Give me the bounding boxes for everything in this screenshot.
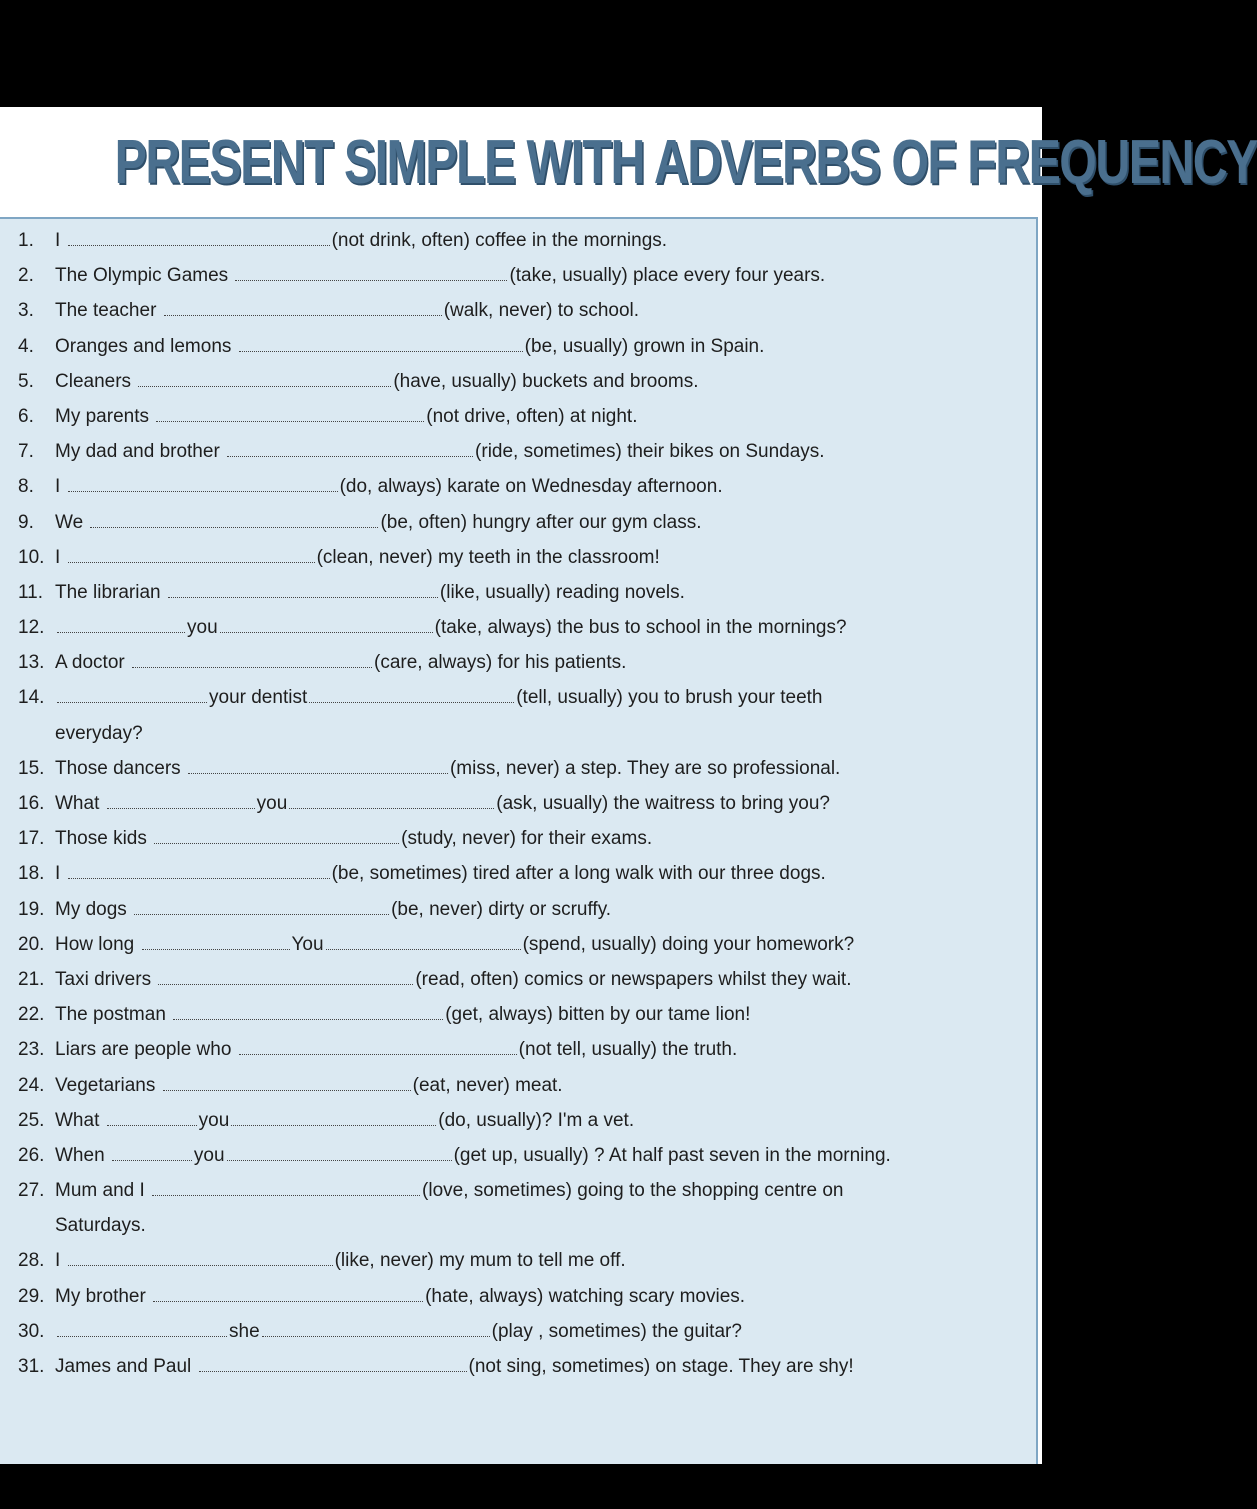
exercise-list — [18, 223, 1028, 1384]
answer-blank[interactable] — [138, 385, 391, 387]
answer-blank[interactable] — [188, 772, 448, 774]
exercise-item — [18, 997, 1028, 1032]
answer-blank[interactable] — [68, 490, 338, 492]
item-hint: (be, usually) grown in Spain. — [524, 335, 765, 357]
exercise-item — [18, 1349, 1028, 1384]
item-subject: My parents — [55, 405, 149, 427]
answer-blank[interactable] — [107, 807, 255, 809]
answer-blank[interactable] — [68, 561, 315, 563]
answer-blank[interactable] — [231, 1124, 436, 1126]
answer-blank[interactable] — [289, 807, 494, 809]
item-subject: Those dancers — [55, 757, 181, 779]
item-subject: The teacher — [55, 300, 157, 322]
exercise-item — [18, 680, 1028, 715]
item-subject: Cleaners — [55, 370, 132, 392]
item-hint: (be, often) hungry after our gym class. — [380, 511, 702, 533]
item-hint: (not drive, often) at night. — [426, 405, 638, 427]
item-subject: The librarian — [55, 581, 161, 603]
item-subject: My dogs — [55, 898, 127, 920]
item-hint: (ride, sometimes) their bikes on Sundays. — [475, 441, 825, 463]
item-subject: When — [55, 1144, 105, 1166]
item-subject: I — [55, 476, 61, 498]
answer-blank[interactable] — [309, 701, 514, 703]
bottom-black-bar — [0, 1464, 1042, 1509]
answer-blank[interactable] — [227, 455, 473, 457]
answer-blank[interactable] — [57, 701, 207, 703]
item-subject: What — [55, 1109, 100, 1131]
exercise-item — [18, 469, 1028, 504]
item-hint: (take, usually) place every four years. — [509, 265, 826, 287]
item-number: 31. — [18, 1356, 45, 1377]
answer-blank[interactable] — [173, 1018, 443, 1020]
item-number: 14. — [18, 687, 45, 709]
exercise-item — [18, 927, 1028, 962]
item-hint: (do, usually)? I'm a vet. — [438, 1109, 635, 1131]
item-number: 22. — [18, 1004, 45, 1026]
exercise-item — [18, 610, 1028, 645]
item-subject: I — [55, 546, 61, 568]
answer-blank[interactable] — [326, 948, 521, 950]
item-hint: (not drink, often) coffee in the mornings. — [331, 230, 668, 251]
exercise-item — [18, 540, 1028, 575]
answer-blank[interactable] — [154, 842, 399, 844]
item-number: 11. — [18, 581, 44, 603]
item-hint: (miss, never) a step. They are so professional. — [449, 757, 841, 779]
answer-blank[interactable] — [158, 983, 413, 985]
item-hint: (get, always) bitten by our tame lion! — [445, 1004, 751, 1026]
worksheet-page — [0, 107, 1257, 1464]
exercise-item — [18, 223, 1028, 258]
worksheet-title: PRESENT SIMPLE WITH ADVERBS OF FREQUENCY — [114, 128, 1257, 197]
exercise-item — [18, 1138, 1028, 1173]
answer-blank[interactable] — [235, 279, 507, 281]
item-hint: (hate, always) watching scary movies. — [425, 1285, 746, 1307]
item-hint: (have, usually) buckets and brooms. — [393, 370, 699, 392]
item-number: 21. — [18, 968, 45, 990]
exercise-item — [18, 399, 1028, 434]
exercise-item — [18, 434, 1028, 469]
exercise-item — [18, 786, 1028, 821]
item-number: 17. — [18, 828, 45, 850]
item-subject: I — [55, 230, 61, 251]
item-hint: (tell, usually) you to brush your teeth — [516, 687, 823, 709]
exercise-item — [18, 575, 1028, 610]
item-number: 28. — [18, 1250, 45, 1272]
answer-blank[interactable] — [152, 1194, 420, 1196]
item-hint: (study, never) for their exams. — [401, 828, 653, 850]
item-number: 5. — [18, 370, 34, 392]
item-hint: (get up, usually) ? At half past seven in the morning. — [453, 1144, 891, 1166]
item-subject: Those kids — [55, 828, 147, 850]
answer-blank[interactable] — [57, 631, 185, 633]
answer-blank[interactable] — [68, 877, 330, 879]
item-hint: (be, sometimes) tired after a long walk with our three dogs. — [331, 863, 826, 885]
exercise-item — [18, 1173, 1028, 1208]
answer-blank[interactable] — [132, 666, 372, 668]
item-subject: What — [55, 793, 100, 814]
item-number: 30. — [18, 1320, 45, 1342]
item-hint: (eat, never) meat. — [412, 1074, 563, 1096]
item-number: 2. — [18, 265, 34, 287]
answer-blank[interactable] — [164, 314, 442, 316]
answer-blank[interactable] — [68, 244, 330, 246]
item-number: 26. — [18, 1144, 45, 1166]
item-mid-word: you — [198, 1109, 230, 1131]
exercise-item — [18, 962, 1028, 997]
item-continuation: everyday? — [55, 722, 143, 744]
answer-blank[interactable] — [142, 948, 290, 950]
exercise-item — [18, 1103, 1028, 1138]
answer-blank[interactable] — [90, 526, 378, 528]
item-number: 8. — [18, 476, 34, 498]
item-hint: (walk, never) to school. — [443, 300, 640, 322]
item-hint: (love, sometimes) going to the shopping centre on — [422, 1180, 844, 1202]
item-hint: (care, always) for his patients. — [374, 652, 627, 674]
item-hint: (take, always) the bus to school in the mornings? — [434, 617, 847, 639]
exercise-item — [18, 821, 1028, 856]
item-hint: (read, often) comics or newspapers whilst they wait. — [415, 968, 852, 990]
item-hint: (like, usually) reading novels. — [439, 581, 685, 603]
item-number: 16. — [18, 793, 45, 814]
item-continuation: Saturdays. — [55, 1215, 146, 1237]
item-subject: The Olympic Games — [55, 265, 229, 287]
item-hint: (not tell, usually) the truth. — [518, 1039, 738, 1061]
item-mid-word: your dentist — [209, 687, 308, 709]
item-subject: The postman — [55, 1004, 166, 1026]
answer-blank[interactable] — [68, 1264, 333, 1266]
item-hint: (not sing, sometimes) on stage. They are shy! — [468, 1356, 854, 1377]
item-hint: (be, never) dirty or scruffy. — [391, 898, 612, 920]
item-hint: (ask, usually) the waitress to bring you? — [496, 793, 830, 814]
item-subject: We — [55, 511, 84, 533]
item-hint: (like, never) my mum to tell me off. — [334, 1250, 626, 1272]
item-number: 3. — [18, 300, 34, 322]
item-number: 19. — [18, 898, 45, 920]
item-hint: (spend, usually) doing your homework? — [522, 933, 855, 955]
item-subject: I — [55, 863, 61, 885]
top-black-bar — [0, 0, 1042, 107]
exercise-item — [18, 505, 1028, 540]
item-subject: How long — [55, 933, 135, 955]
item-number: 4. — [18, 335, 34, 357]
answer-blank[interactable] — [199, 1370, 467, 1372]
item-number: 12. — [18, 617, 45, 639]
item-number: 23. — [18, 1039, 45, 1061]
item-subject: Mum and I — [55, 1180, 145, 1202]
item-subject: Oranges and lemons — [55, 335, 232, 357]
item-number: 29. — [18, 1285, 45, 1307]
answer-blank[interactable] — [156, 420, 424, 422]
item-number: 13. — [18, 652, 45, 674]
answer-blank[interactable] — [112, 1159, 192, 1161]
item-number: 10. — [18, 546, 45, 568]
exercise-item — [18, 856, 1028, 891]
answer-blank[interactable] — [134, 913, 389, 915]
item-number: 1. — [18, 230, 34, 251]
exercise-item — [18, 751, 1028, 786]
item-number: 18. — [18, 863, 45, 885]
exercise-item — [18, 329, 1028, 364]
item-subject: Taxi drivers — [55, 968, 152, 990]
answer-blank[interactable] — [262, 1335, 490, 1337]
item-mid-word: you — [256, 793, 288, 814]
item-hint: (do, always) karate on Wednesday afternoon. — [339, 476, 723, 498]
item-subject: James and Paul — [55, 1356, 192, 1377]
exercise-item — [18, 645, 1028, 680]
exercise-item — [18, 1279, 1028, 1314]
item-number: 20. — [18, 933, 45, 955]
exercise-item — [18, 293, 1028, 328]
item-mid-word: you — [187, 617, 218, 639]
exercise-item — [18, 1032, 1028, 1067]
item-number: 9. — [18, 511, 34, 533]
item-mid-word: You — [291, 933, 324, 955]
answer-blank[interactable] — [227, 1159, 452, 1161]
answer-blank[interactable] — [239, 350, 523, 352]
answer-blank[interactable] — [168, 596, 438, 598]
item-subject: I — [55, 1250, 61, 1272]
item-subject: A doctor — [55, 652, 125, 674]
item-mid-word: she — [229, 1320, 260, 1342]
item-number: 27. — [18, 1180, 45, 1202]
item-number: 25. — [18, 1109, 45, 1131]
exercise-item — [18, 364, 1028, 399]
item-number: 7. — [18, 441, 34, 463]
exercise-item — [18, 1314, 1028, 1349]
item-subject: Vegetarians — [55, 1074, 156, 1096]
answer-blank[interactable] — [220, 631, 433, 633]
item-hint: (play , sometimes) the guitar? — [491, 1320, 742, 1342]
item-subject: My brother — [55, 1285, 146, 1307]
exercise-item — [18, 892, 1028, 927]
item-number: 24. — [18, 1074, 45, 1096]
item-subject: Liars are people who — [55, 1039, 232, 1061]
item-number: 15. — [18, 757, 45, 779]
answer-blank[interactable] — [163, 1089, 411, 1091]
answer-blank[interactable] — [57, 1335, 227, 1337]
answer-blank[interactable] — [239, 1053, 517, 1055]
answer-blank[interactable] — [107, 1124, 197, 1126]
item-subject: My dad and brother — [55, 441, 220, 463]
exercise-item — [18, 258, 1028, 293]
exercise-item — [18, 1068, 1028, 1103]
item-mid-word: you — [193, 1144, 225, 1166]
item-hint: (clean, never) my teeth in the classroom! — [316, 546, 660, 568]
answer-blank[interactable] — [153, 1300, 423, 1302]
item-number: 6. — [18, 405, 34, 427]
exercise-item — [18, 1243, 1028, 1278]
